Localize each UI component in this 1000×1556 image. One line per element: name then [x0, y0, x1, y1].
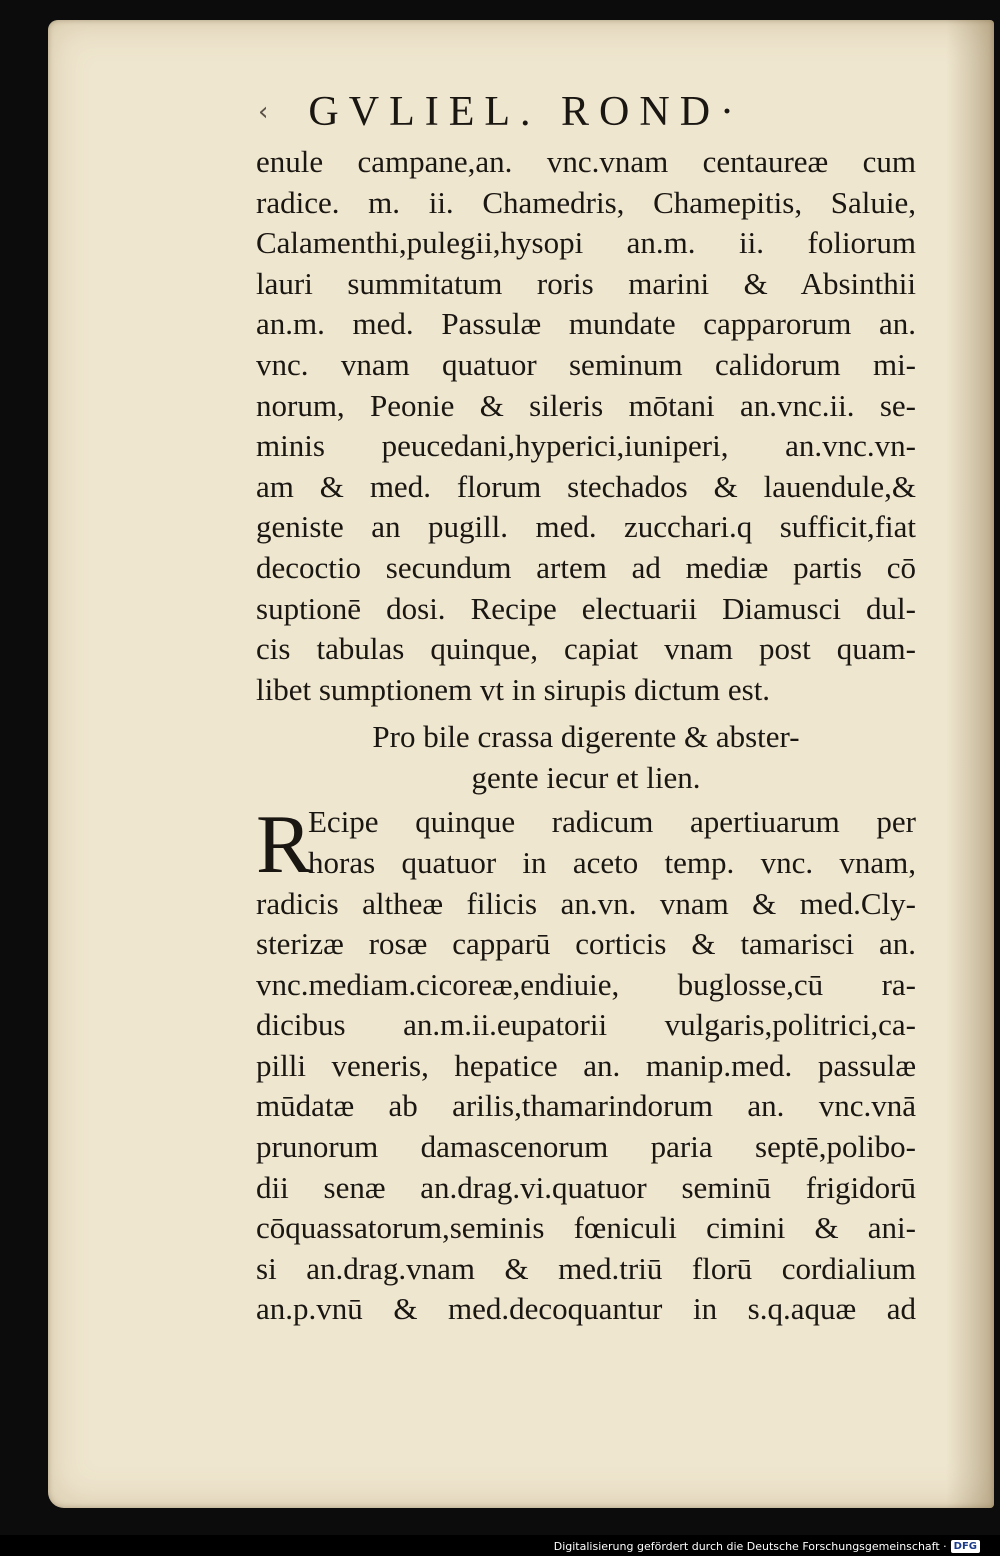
- text-line: an.p.vnū & med.decoquantur in s.q.aquæ ad: [256, 1291, 916, 1327]
- section-heading-line-2: gente iecur et lien.: [471, 760, 701, 796]
- text-line: geniste an pugill. med. zucchari.q sufficit,fiat: [256, 509, 916, 545]
- text-line: mūdatæ ab arilis,thamarindorum an. vnc.vnā: [256, 1088, 916, 1124]
- drop-cap: R: [256, 798, 313, 892]
- text-line: an.m. med. Passulæ mundate capparorum an.: [256, 306, 916, 342]
- page-marker: ‹: [258, 97, 269, 127]
- text-line: cis tabulas quinque, capiat vnam post quam-: [256, 631, 916, 667]
- text-line: sterizæ rosæ capparū corticis & tamarisci an.: [256, 926, 916, 962]
- running-head: [258, 82, 898, 142]
- text-line: libet sumptionem vt in sirupis dictum est.: [256, 671, 771, 707]
- text-line: norum, Peonie & sileris mōtani an.vnc.ii. se-: [256, 387, 916, 423]
- digitization-credit: [554, 1540, 980, 1553]
- text-line: lauri summitatum roris marini & Absinthii: [256, 265, 916, 301]
- text-line: si an.drag.vnam & med.triū florū cordialium: [256, 1250, 916, 1286]
- text-line: prunorum damascenorum paria septē,polibo-: [256, 1129, 916, 1165]
- text-block: [256, 142, 916, 1330]
- text-line: pilli veneris, hepatice an. manip.med. passulæ: [256, 1047, 916, 1083]
- text-line: minis peucedani,hyperici,iuniperi, an.vnc.vn-: [256, 428, 916, 464]
- text-line: cōquassatorum,seminis fœniculi cimini & ani-: [256, 1210, 916, 1246]
- text-line: dii senæ an.drag.vi.quatuor seminū frigidorū: [256, 1169, 916, 1205]
- running-title: GVLIEL. ROND·: [308, 89, 745, 135]
- text-line: am & med. florum stechados & lauendule,&: [256, 468, 916, 504]
- text-line: decoctio secundum artem ad mediæ partis cō: [256, 549, 916, 585]
- text-line: vnc. vnam quatuor seminum calidorum mi-: [256, 346, 916, 382]
- text-line: horas quatuor in aceto temp. vnc. vnam,: [308, 844, 916, 880]
- text-line: dicibus an.m.ii.eupatorii vulgaris,politrici,ca-: [256, 1007, 916, 1043]
- section-heading-line-1: Pro bile crassa digerente & abster-: [372, 719, 800, 755]
- text-line: radicis altheæ filicis an.vn. vnam & med.Cly-: [256, 885, 916, 921]
- text-line: radice. m. ii. Chamedris, Chamepitis, Saluie,: [256, 184, 916, 220]
- recipe-paragraph: [256, 798, 916, 1330]
- text-line: Ecipe quinque radicum apertiuarum per: [308, 804, 916, 840]
- text-line: vnc.mediam.cicoreæ,endiuie, buglosse,cū ra-: [256, 966, 916, 1002]
- text-line: enule campane,an. vnc.vnam centaureæ cum: [256, 144, 916, 179]
- dfg-logo-icon: DFG: [951, 1540, 980, 1553]
- credit-text: Digitalisierung gefördert durch die Deutsche Forschungsgemeinschaft ·: [553, 1540, 947, 1553]
- text-line: Calamenthi,pulegii,hysopi an.m. ii. foliorum: [256, 225, 916, 261]
- text-line: suptionē dosi. Recipe electuarii Diamusci dul-: [256, 590, 916, 626]
- book-page: [48, 20, 994, 1508]
